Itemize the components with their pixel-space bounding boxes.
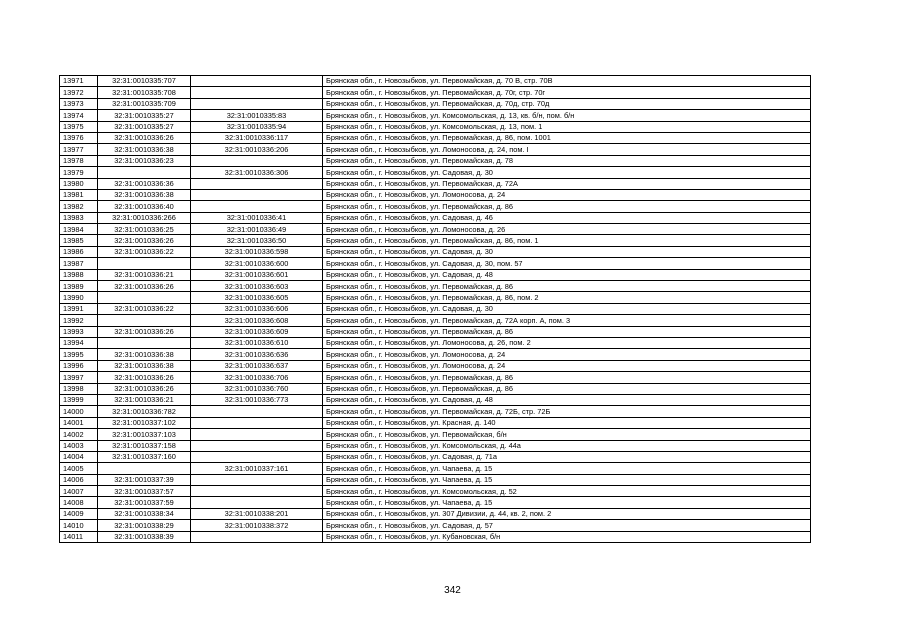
object-cadastral-number-cell: 32:31:0010336:610: [191, 337, 323, 348]
table-row: [60, 315, 811, 326]
object-cadastral-number-cell: [191, 155, 323, 166]
address-cell: Брянская обл., г. Новозыбков, ул. Первомайская, д. 70г, стр. 70г: [323, 87, 811, 98]
table-row: [60, 132, 811, 143]
cadastral-number-cell: 32:31:0010336:36: [98, 178, 191, 189]
cadastral-number-cell: 32:31:0010338:29: [98, 520, 191, 531]
object-cadastral-number-cell: 32:31:0010338:372: [191, 520, 323, 531]
object-cadastral-number-cell: 32:31:0010336:117: [191, 132, 323, 143]
cadastral-number-cell: 32:31:0010337:158: [98, 440, 191, 451]
address-cell: Брянская обл., г. Новозыбков, ул. Первомайская, д. 86: [323, 201, 811, 212]
table-row: [60, 224, 811, 235]
address-cell: Брянская обл., г. Новозыбков, ул. Ломоносова, д. 24: [323, 360, 811, 371]
table-row: [60, 508, 811, 519]
row-number-cell: 13971: [60, 76, 98, 87]
object-cadastral-number-cell: 32:31:0010336:636: [191, 349, 323, 360]
row-number-cell: 13997: [60, 372, 98, 383]
table-row: [60, 440, 811, 451]
cadastral-number-cell: 32:31:0010336:26: [98, 235, 191, 246]
table-row: [60, 269, 811, 280]
row-number-cell: 13993: [60, 326, 98, 337]
cadastral-number-cell: 32:31:0010337:103: [98, 429, 191, 440]
row-number-cell: 14007: [60, 486, 98, 497]
address-cell: Брянская обл., г. Новозыбков, ул. Первомайская, д. 70д, стр. 70д: [323, 98, 811, 109]
cadastral-number-cell: [98, 315, 191, 326]
row-number-cell: 14001: [60, 417, 98, 428]
address-cell: Брянская обл., г. Новозыбков, ул. Комсомольская, д. 44а: [323, 440, 811, 451]
row-number-cell: 13995: [60, 349, 98, 360]
cadastral-number-cell: 32:31:0010336:21: [98, 269, 191, 280]
cadastral-number-cell: 32:31:0010336:26: [98, 326, 191, 337]
address-cell: Брянская обл., г. Новозыбков, ул. Ломоносова, д. 24: [323, 349, 811, 360]
row-number-cell: 14006: [60, 474, 98, 485]
address-cell: Брянская обл., г. Новозыбков, ул. Первомайская, д. 70 В, стр. 70В: [323, 76, 811, 87]
table-row: [60, 212, 811, 223]
address-cell: Брянская обл., г. Новозыбков, ул. Чапаева, д. 15: [323, 474, 811, 485]
row-number-cell: 14003: [60, 440, 98, 451]
table-row: [60, 394, 811, 405]
table-row: [60, 258, 811, 269]
row-number-cell: 13989: [60, 281, 98, 292]
cadastral-number-cell: 32:31:0010337:102: [98, 417, 191, 428]
table-row: [60, 110, 811, 121]
object-cadastral-number-cell: 32:31:0010336:306: [191, 167, 323, 178]
cadastral-number-cell: 32:31:0010336:38: [98, 360, 191, 371]
object-cadastral-number-cell: 32:31:0010336:41: [191, 212, 323, 223]
object-cadastral-number-cell: 32:31:0010336:773: [191, 394, 323, 405]
address-cell: Брянская обл., г. Новозыбков, ул. Первомайская, д. 86, пом. 2: [323, 292, 811, 303]
cadastral-number-cell: [98, 167, 191, 178]
table-row: [60, 98, 811, 109]
address-cell: Брянская обл., г. Новозыбков, ул. Первомайская, д. 86: [323, 281, 811, 292]
address-cell: Брянская обл., г. Новозыбков, ул. Ломоносова, д. 24, пом. I: [323, 144, 811, 155]
row-number-cell: 13982: [60, 201, 98, 212]
object-cadastral-number-cell: 32:31:0010336:601: [191, 269, 323, 280]
cadastral-number-cell: [98, 292, 191, 303]
address-cell: Брянская обл., г. Новозыбков, ул. 307 Дивизии, д. 44, кв. 2, пом. 2: [323, 508, 811, 519]
row-number-cell: 13976: [60, 132, 98, 143]
object-cadastral-number-cell: 32:31:0010335:83: [191, 110, 323, 121]
row-number-cell: 13996: [60, 360, 98, 371]
cadastral-number-cell: 32:31:0010336:25: [98, 224, 191, 235]
row-number-cell: 13988: [60, 269, 98, 280]
table-row: [60, 360, 811, 371]
cadastral-number-cell: 32:31:0010336:40: [98, 201, 191, 212]
property-registry-table: [59, 75, 811, 543]
address-cell: Брянская обл., г. Новозыбков, ул. Красная, д. 140: [323, 417, 811, 428]
object-cadastral-number-cell: [191, 189, 323, 200]
object-cadastral-number-cell: [191, 417, 323, 428]
table-row: [60, 201, 811, 212]
address-cell: Брянская обл., г. Новозыбков, ул. Садовая, д. 57: [323, 520, 811, 531]
object-cadastral-number-cell: 32:31:0010336:206: [191, 144, 323, 155]
registry-table-body: [60, 76, 811, 543]
cadastral-number-cell: 32:31:0010336:26: [98, 281, 191, 292]
cadastral-number-cell: 32:31:0010337:59: [98, 497, 191, 508]
cadastral-number-cell: [98, 463, 191, 474]
object-cadastral-number-cell: [191, 76, 323, 87]
cadastral-number-cell: [98, 337, 191, 348]
table-row: [60, 144, 811, 155]
row-number-cell: 13981: [60, 189, 98, 200]
object-cadastral-number-cell: [191, 178, 323, 189]
cadastral-number-cell: 32:31:0010336:38: [98, 349, 191, 360]
object-cadastral-number-cell: 32:31:0010336:605: [191, 292, 323, 303]
object-cadastral-number-cell: [191, 451, 323, 462]
row-number-cell: 14005: [60, 463, 98, 474]
row-number-cell: 14002: [60, 429, 98, 440]
cadastral-number-cell: 32:31:0010336:38: [98, 189, 191, 200]
object-cadastral-number-cell: [191, 497, 323, 508]
object-cadastral-number-cell: 32:31:0010338:201: [191, 508, 323, 519]
table-row: [60, 463, 811, 474]
address-cell: Брянская обл., г. Новозыбков, ул. Чапаева, д. 15: [323, 463, 811, 474]
address-cell: Брянская обл., г. Новозыбков, ул. Чапаева, д. 15: [323, 497, 811, 508]
object-cadastral-number-cell: [191, 531, 323, 542]
address-cell: Брянская обл., г. Новозыбков, ул. Ломоносова, д. 26, пом. 2: [323, 337, 811, 348]
table-row: [60, 189, 811, 200]
object-cadastral-number-cell: 32:31:0010336:706: [191, 372, 323, 383]
row-number-cell: 14009: [60, 508, 98, 519]
cadastral-number-cell: 32:31:0010335:708: [98, 87, 191, 98]
object-cadastral-number-cell: 32:31:0010336:609: [191, 326, 323, 337]
table-row: [60, 349, 811, 360]
object-cadastral-number-cell: 32:31:0010337:161: [191, 463, 323, 474]
table-row: [60, 87, 811, 98]
row-number-cell: 13998: [60, 383, 98, 394]
row-number-cell: 13973: [60, 98, 98, 109]
row-number-cell: 13979: [60, 167, 98, 178]
cadastral-number-cell: 32:31:0010335:27: [98, 110, 191, 121]
address-cell: Брянская обл., г. Новозыбков, ул. Первомайская, д. 78: [323, 155, 811, 166]
table-row: [60, 372, 811, 383]
row-number-cell: 13978: [60, 155, 98, 166]
row-number-cell: 14008: [60, 497, 98, 508]
object-cadastral-number-cell: 32:31:0010336:637: [191, 360, 323, 371]
object-cadastral-number-cell: 32:31:0010336:608: [191, 315, 323, 326]
address-cell: Брянская обл., г. Новозыбков, ул. Садовая, д. 30: [323, 303, 811, 314]
table-row: [60, 281, 811, 292]
cadastral-number-cell: [98, 258, 191, 269]
object-cadastral-number-cell: [191, 474, 323, 485]
table-row: [60, 383, 811, 394]
cadastral-number-cell: 32:31:0010338:34: [98, 508, 191, 519]
cadastral-number-cell: 32:31:0010336:22: [98, 303, 191, 314]
address-cell: Брянская обл., г. Новозыбков, ул. Садовая, д. 30: [323, 167, 811, 178]
table-row: [60, 531, 811, 542]
address-cell: Брянская обл., г. Новозыбков, ул. Первомайская, д. 86, пом. 1001: [323, 132, 811, 143]
address-cell: Брянская обл., г. Новозыбков, ул. Ломоносова, д. 24: [323, 189, 811, 200]
row-number-cell: 14010: [60, 520, 98, 531]
address-cell: Брянская обл., г. Новозыбков, ул. Первомайская, д. 86: [323, 326, 811, 337]
table-row: [60, 246, 811, 257]
address-cell: Брянская обл., г. Новозыбков, ул. Садовая, д. 48: [323, 269, 811, 280]
address-cell: Брянская обл., г. Новозыбков, ул. Первомайская, д. 72А: [323, 178, 811, 189]
address-cell: Брянская обл., г. Новозыбков, ул. Ломоносова, д. 26: [323, 224, 811, 235]
object-cadastral-number-cell: 32:31:0010336:598: [191, 246, 323, 257]
row-number-cell: 13974: [60, 110, 98, 121]
object-cadastral-number-cell: [191, 486, 323, 497]
table-row: [60, 474, 811, 485]
address-cell: Брянская обл., г. Новозыбков, ул. Садовая, д. 46: [323, 212, 811, 223]
table-row: [60, 326, 811, 337]
object-cadastral-number-cell: 32:31:0010336:760: [191, 383, 323, 394]
address-cell: Брянская обл., г. Новозыбков, ул. Садовая, д. 30, пом. 57: [323, 258, 811, 269]
address-cell: Брянская обл., г. Новозыбков, ул. Первомайская, д. 86: [323, 372, 811, 383]
row-number-cell: 13972: [60, 87, 98, 98]
table-row: [60, 520, 811, 531]
row-number-cell: 13975: [60, 121, 98, 132]
cadastral-number-cell: 32:31:0010336:782: [98, 406, 191, 417]
object-cadastral-number-cell: [191, 98, 323, 109]
row-number-cell: 13983: [60, 212, 98, 223]
address-cell: Брянская обл., г. Новозыбков, ул. Садовая, д. 30: [323, 246, 811, 257]
address-cell: Брянская обл., г. Новозыбков, ул. Садовая, д. 48: [323, 394, 811, 405]
row-number-cell: 13984: [60, 224, 98, 235]
cadastral-number-cell: 32:31:0010338:39: [98, 531, 191, 542]
row-number-cell: 13977: [60, 144, 98, 155]
cadastral-number-cell: 32:31:0010336:38: [98, 144, 191, 155]
table-row: [60, 429, 811, 440]
cadastral-number-cell: 32:31:0010336:266: [98, 212, 191, 223]
table-row: [60, 121, 811, 132]
cadastral-number-cell: 32:31:0010337:39: [98, 474, 191, 485]
table-row: [60, 76, 811, 87]
object-cadastral-number-cell: 32:31:0010335:94: [191, 121, 323, 132]
row-number-cell: 14000: [60, 406, 98, 417]
address-cell: Брянская обл., г. Новозыбков, ул. Комсомольская, д. 13, кв. б/н, пом. б/н: [323, 110, 811, 121]
address-cell: Брянская обл., г. Новозыбков, ул. Первомайская, д. 72Б, стр. 72Б: [323, 406, 811, 417]
address-cell: Брянская обл., г. Новозыбков, ул. Садовая, д. 71а: [323, 451, 811, 462]
address-cell: Брянская обл., г. Новозыбков, ул. Первомайская, б/н: [323, 429, 811, 440]
table-row: [60, 235, 811, 246]
object-cadastral-number-cell: [191, 406, 323, 417]
address-cell: Брянская обл., г. Новозыбков, ул. Первомайская, д. 72А корп. А, пом. 3: [323, 315, 811, 326]
table-row: [60, 303, 811, 314]
table-row: [60, 406, 811, 417]
cadastral-number-cell: 32:31:0010336:22: [98, 246, 191, 257]
object-cadastral-number-cell: [191, 429, 323, 440]
object-cadastral-number-cell: 32:31:0010336:606: [191, 303, 323, 314]
table-row: [60, 178, 811, 189]
row-number-cell: 13980: [60, 178, 98, 189]
cadastral-number-cell: 32:31:0010337:160: [98, 451, 191, 462]
address-cell: Брянская обл., г. Новозыбков, ул. Первомайская, д. 86: [323, 383, 811, 394]
object-cadastral-number-cell: 32:31:0010336:603: [191, 281, 323, 292]
row-number-cell: 13990: [60, 292, 98, 303]
table-row: [60, 337, 811, 348]
row-number-cell: 13999: [60, 394, 98, 405]
cadastral-number-cell: 32:31:0010335:707: [98, 76, 191, 87]
row-number-cell: 13987: [60, 258, 98, 269]
row-number-cell: 13992: [60, 315, 98, 326]
object-cadastral-number-cell: 32:31:0010336:49: [191, 224, 323, 235]
cadastral-number-cell: 32:31:0010336:26: [98, 383, 191, 394]
cadastral-number-cell: 32:31:0010336:23: [98, 155, 191, 166]
table-row: [60, 417, 811, 428]
table-row: [60, 486, 811, 497]
row-number-cell: 14011: [60, 531, 98, 542]
object-cadastral-number-cell: 32:31:0010336:600: [191, 258, 323, 269]
cadastral-number-cell: 32:31:0010335:27: [98, 121, 191, 132]
object-cadastral-number-cell: [191, 87, 323, 98]
table-row: [60, 451, 811, 462]
object-cadastral-number-cell: 32:31:0010336:50: [191, 235, 323, 246]
table-row: [60, 497, 811, 508]
table-row: [60, 292, 811, 303]
row-number-cell: 13994: [60, 337, 98, 348]
address-cell: Брянская обл., г. Новозыбков, ул. Первомайская, д. 86, пом. 1: [323, 235, 811, 246]
cadastral-number-cell: 32:31:0010336:26: [98, 132, 191, 143]
object-cadastral-number-cell: [191, 440, 323, 451]
cadastral-number-cell: 32:31:0010337:57: [98, 486, 191, 497]
row-number-cell: 14004: [60, 451, 98, 462]
page-number: 342: [444, 585, 461, 596]
address-cell: Брянская обл., г. Новозыбков, ул. Комсомольская, д. 13, пом. 1: [323, 121, 811, 132]
table-row: [60, 167, 811, 178]
row-number-cell: 13986: [60, 246, 98, 257]
cadastral-number-cell: 32:31:0010336:21: [98, 394, 191, 405]
object-cadastral-number-cell: [191, 201, 323, 212]
address-cell: Брянская обл., г. Новозыбков, ул. Комсомольская, д. 52: [323, 486, 811, 497]
cadastral-number-cell: 32:31:0010335:709: [98, 98, 191, 109]
row-number-cell: 13985: [60, 235, 98, 246]
address-cell: Брянская обл., г. Новозыбков, ул. Кубановская, б/н: [323, 531, 811, 542]
table-row: [60, 155, 811, 166]
cadastral-number-cell: 32:31:0010336:26: [98, 372, 191, 383]
row-number-cell: 13991: [60, 303, 98, 314]
